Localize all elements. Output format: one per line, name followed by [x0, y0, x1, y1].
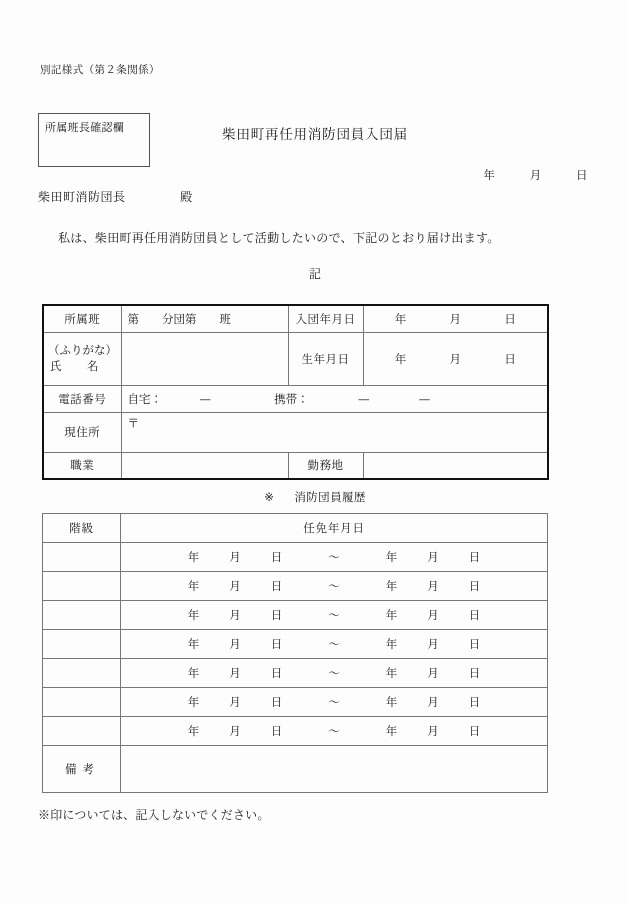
to-year: 年 — [385, 550, 398, 564]
date-range-cell[interactable] — [121, 572, 548, 601]
to-year: 年 — [385, 666, 398, 680]
birthdate-year: 年 — [394, 351, 407, 366]
from-day: 日 — [270, 579, 283, 593]
to-month: 月 — [427, 608, 439, 622]
name-value[interactable] — [121, 332, 288, 385]
to-year: 年 — [385, 637, 398, 651]
occupation-label: 職業 — [43, 452, 121, 479]
to-month: 月 — [427, 695, 439, 709]
range-tilde: ～ — [328, 550, 340, 564]
date-range-cell[interactable] — [121, 601, 548, 630]
history-caption — [0, 489, 630, 505]
rank-cell[interactable] — [43, 688, 121, 717]
addressee-name: 柴田町消防団長 — [38, 190, 126, 204]
table-row-affiliation — [43, 305, 548, 332]
from-month: 月 — [229, 579, 241, 593]
submission-date-day: 日 — [576, 168, 588, 182]
address-label: 現住所 — [43, 412, 121, 452]
rank-cell[interactable] — [43, 717, 121, 746]
reference-mark-icon: ※ — [264, 490, 275, 504]
page-title: 柴田町再任用消防団員入団届 — [222, 127, 408, 143]
table-row — [43, 572, 548, 601]
to-day: 日 — [468, 637, 481, 651]
submission-date-line — [483, 167, 588, 183]
to-month: 月 — [427, 666, 439, 680]
table-row — [43, 717, 548, 746]
join-date-label: 入団年月日 — [288, 305, 363, 332]
from-month: 月 — [229, 637, 241, 651]
table-row-occupation — [43, 452, 548, 479]
rank-cell[interactable] — [43, 572, 121, 601]
join-date-month: 月 — [449, 311, 461, 326]
mobile-phone-dash-1: — — [357, 391, 370, 406]
applicant-info-table — [42, 304, 549, 480]
birthdate-label: 生年月日 — [288, 332, 363, 385]
addressee-line — [38, 188, 193, 205]
name-label — [43, 332, 121, 385]
date-range-cell[interactable] — [121, 717, 548, 746]
home-phone-label: 自宅： — [127, 391, 162, 406]
table-row-remarks — [43, 746, 548, 793]
from-day: 日 — [270, 550, 283, 564]
from-year: 年 — [187, 579, 200, 593]
from-year: 年 — [187, 608, 200, 622]
from-day: 日 — [270, 666, 283, 680]
from-month: 月 — [229, 608, 241, 622]
mobile-phone-dash-2: — — [418, 391, 431, 406]
birthdate-value[interactable] — [363, 332, 548, 385]
workplace-label: 勤務地 — [288, 452, 363, 479]
rank-cell[interactable] — [43, 543, 121, 572]
to-year: 年 — [385, 579, 398, 593]
address-value[interactable] — [121, 412, 548, 452]
table-row-name — [43, 332, 548, 385]
to-day: 日 — [468, 724, 481, 738]
affiliation-label: 所属班 — [43, 305, 121, 332]
table-row — [43, 630, 548, 659]
range-tilde: ～ — [328, 579, 340, 593]
to-year: 年 — [385, 608, 398, 622]
join-date-year: 年 — [394, 311, 407, 326]
from-day: 日 — [270, 608, 283, 622]
range-tilde: ～ — [328, 608, 340, 622]
mobile-phone-label: 携帯： — [274, 391, 309, 406]
postal-mark-icon: 〒 — [127, 415, 139, 430]
rank-cell[interactable] — [43, 630, 121, 659]
to-month: 月 — [427, 724, 439, 738]
to-year: 年 — [385, 695, 398, 709]
birthdate-month: 月 — [449, 351, 461, 366]
table-row — [43, 601, 548, 630]
submission-date-month: 月 — [529, 168, 542, 182]
occupation-value[interactable] — [121, 452, 288, 479]
to-year: 年 — [385, 724, 398, 738]
workplace-value[interactable] — [363, 452, 548, 479]
footnote: ※印については、記入しないでください。 — [38, 808, 270, 822]
fullname-label: 氏 名 — [50, 358, 106, 373]
date-range-cell[interactable] — [121, 543, 548, 572]
remarks-value[interactable] — [121, 746, 548, 793]
to-month: 月 — [427, 579, 439, 593]
table-row-phone — [43, 385, 548, 412]
table-row-address — [43, 412, 548, 452]
from-month: 月 — [229, 550, 241, 564]
appointment-date-column-header: 任免年月日 — [121, 514, 548, 543]
from-year: 年 — [187, 724, 200, 738]
history-header-row — [43, 514, 548, 543]
history-caption-text: 消防団員履歴 — [294, 490, 366, 504]
date-range-cell[interactable] — [121, 630, 548, 659]
to-month: 月 — [427, 550, 439, 564]
submission-date-year: 年 — [483, 168, 496, 182]
from-month: 月 — [229, 666, 241, 680]
table-row — [43, 543, 548, 572]
from-day: 日 — [270, 695, 283, 709]
rank-cell[interactable] — [43, 659, 121, 688]
date-range-cell[interactable] — [121, 688, 548, 717]
rank-column-header: 階級 — [43, 514, 121, 543]
to-day: 日 — [468, 666, 481, 680]
service-history-table — [42, 513, 548, 793]
form-id-label: 別記様式（第２条関係） — [40, 64, 160, 76]
body-sentence: 私は、柴田町再任用消防団員として活動したいので、下記のとおり届け出ます。 — [58, 231, 500, 245]
from-year: 年 — [187, 666, 200, 680]
range-tilde: ～ — [328, 695, 340, 709]
table-row — [43, 659, 548, 688]
home-phone-dash: — — [199, 391, 211, 406]
from-day: 日 — [270, 724, 283, 738]
from-day: 日 — [270, 637, 283, 651]
phone-label: 電話番号 — [43, 385, 121, 412]
addressee-honorific: 殿 — [180, 190, 193, 204]
from-month: 月 — [229, 724, 241, 738]
furigana-label: （ふりがな） — [48, 342, 117, 357]
birthdate-day: 日 — [504, 351, 516, 366]
rank-cell[interactable] — [43, 601, 121, 630]
to-day: 日 — [468, 695, 481, 709]
from-month: 月 — [229, 695, 241, 709]
table-row — [43, 688, 548, 717]
phone-value[interactable] — [121, 385, 548, 412]
supervisor-confirm-label: 所属班長確認欄 — [45, 121, 125, 134]
from-year: 年 — [187, 695, 200, 709]
to-day: 日 — [468, 550, 481, 564]
ki-marker: 記 — [308, 267, 321, 281]
to-month: 月 — [427, 637, 439, 651]
join-date-day: 日 — [504, 311, 516, 326]
date-range-cell[interactable] — [121, 659, 548, 688]
to-day: 日 — [468, 579, 481, 593]
range-tilde: ～ — [328, 637, 340, 651]
affiliation-value[interactable]: 第 分団第 班 — [121, 305, 288, 332]
to-day: 日 — [468, 608, 481, 622]
range-tilde: ～ — [328, 724, 340, 738]
join-date-value[interactable] — [363, 305, 548, 332]
range-tilde: ～ — [328, 666, 340, 680]
from-year: 年 — [187, 550, 200, 564]
from-year: 年 — [187, 637, 200, 651]
remarks-label: 備考 — [43, 746, 121, 793]
